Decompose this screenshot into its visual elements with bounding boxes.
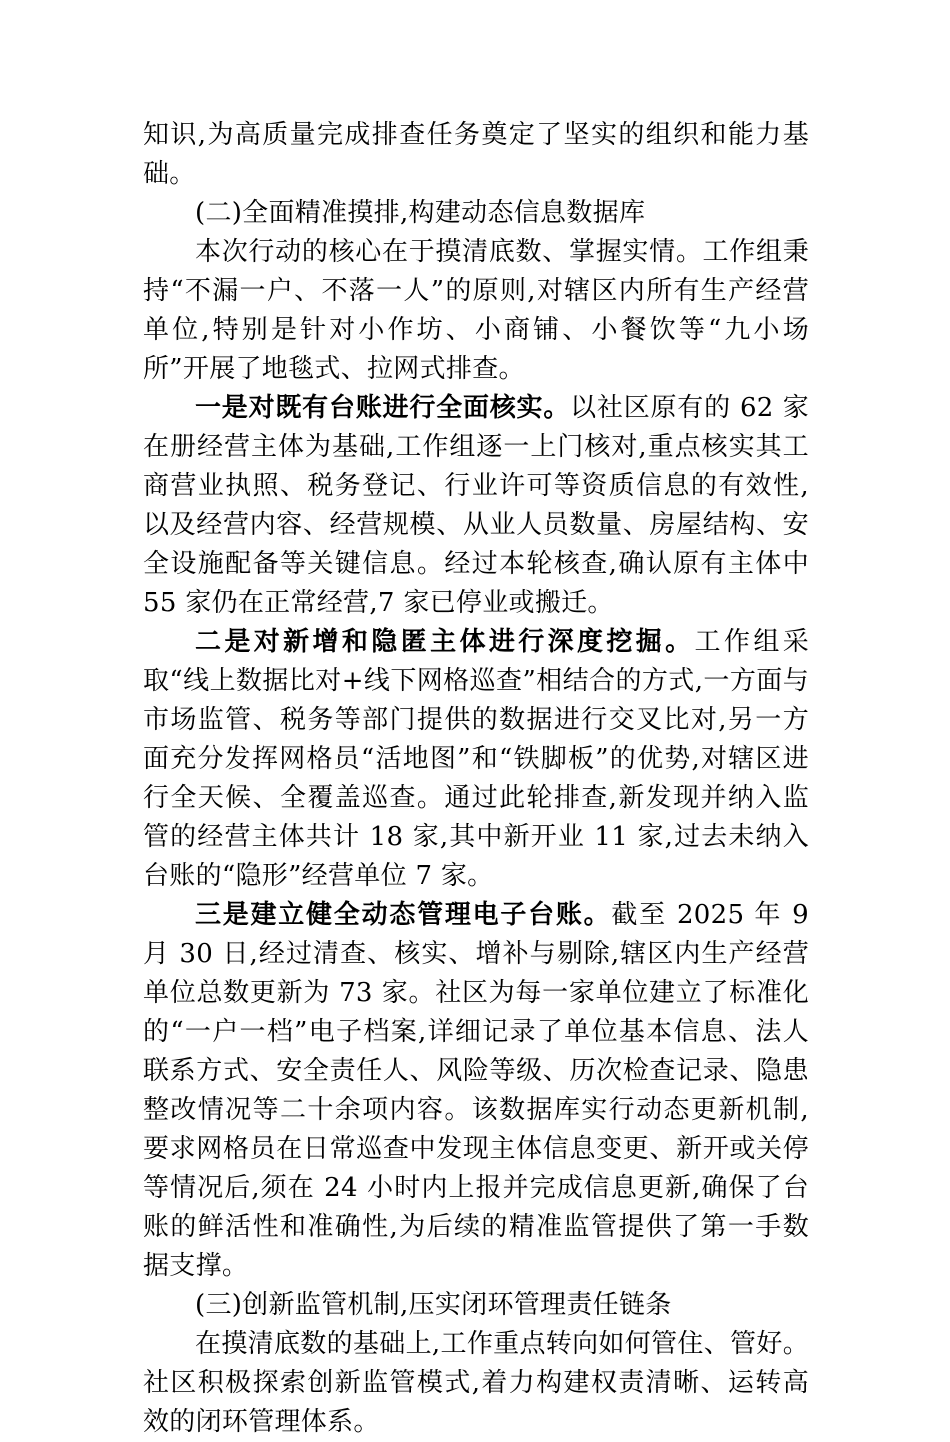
paragraph-point-3	[143, 896, 809, 1286]
paragraph-text: 本次行动的核心在于摸清底数、掌握实情。工作组秉持“不漏一户、不落一人”的原则,对辖区内所有生产经营单位,特别是针对小作坊、小商铺、小餐饮等“九小场所”开展了地毯式、拉网式排查。	[143, 237, 809, 384]
paragraph-text: 工作组采取“线上数据比对+线下网格巡查”相结合的方式,一方面与市场监管、税务等部门提供的数据进行交叉比对,另一方面充分发挥网格员“活地图”和“铁脚板”的优势,对辖区进行全天候、全覆盖巡查。通过此轮排查,新发现并纳入监管的经营主体共计 18 家,其中新开业 11 家,过去未纳入台账的“隐形”经营单位 7 家。	[143, 627, 810, 891]
document-page	[143, 116, 809, 1442]
paragraph-continuation	[143, 116, 809, 194]
paragraph-text: 知识,为高质量完成排查任务奠定了坚实的组织和能力基础。	[143, 120, 809, 189]
section-heading-2	[143, 194, 809, 233]
bold-lead: 二是对新增和隐匿主体进行深度挖掘。	[195, 627, 695, 657]
paragraph-overview	[143, 233, 809, 389]
paragraph-text: 截至 2025 年 9 月 30 日,经过清查、核实、增补与剔除,辖区内生产经营单位总数更新为 73 家。社区为每一家单位建立了标准化的“一户一档”电子档案,详细记录了单位基本信息、法人联系方式、安全责任人、风险等级、历次检查记录、隐患整改情况等二十余项内容。该数据库实行动态更新机制,要求网格员在日常巡查中发现主体信息变更、新开或关停等情况后,须在 24 小时内上报并完成信息更新,确保了台账的鲜活性和准确性,为后续的精准监管提供了第一手数据支撑。	[143, 900, 809, 1281]
paragraph-closing	[143, 1325, 809, 1442]
paragraph-text: 以社区原有的 62 家在册经营主体为基础,工作组逐一上门核对,重点核实其工商营业执照、税务登记、行业许可等资质信息的有效性,以及经营内容、经营规模、从业人员数量、房屋结构、安全设施配备等关键信息。经过本轮核查,确认原有主体中 55 家仍在正常经营,7 家已停业或搬迁。	[143, 393, 809, 618]
paragraph-point-1	[143, 389, 809, 623]
paragraph-point-2	[143, 623, 809, 896]
bold-lead: 三是建立健全动态管理电子台账。	[195, 900, 612, 930]
paragraph-text: 在摸清底数的基础上,工作重点转向如何管住、管好。社区积极探索创新监管模式,着力构建权责清晰、运转高效的闭环管理体系。	[143, 1329, 809, 1437]
heading-text: (二)全面精准摸排,构建动态信息数据库	[195, 198, 646, 228]
section-heading-3	[143, 1286, 809, 1325]
heading-text: (三)创新监管机制,压实闭环管理责任链条	[195, 1290, 672, 1320]
bold-lead: 一是对既有台账进行全面核实。	[195, 393, 571, 423]
